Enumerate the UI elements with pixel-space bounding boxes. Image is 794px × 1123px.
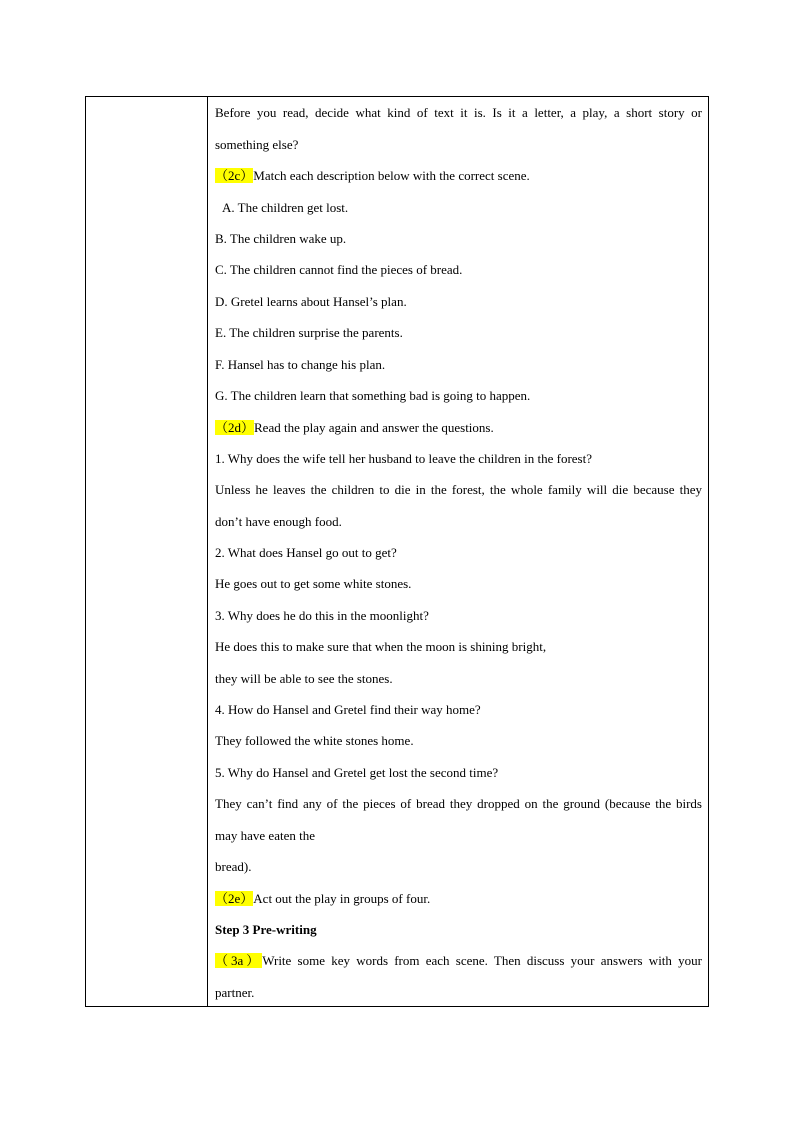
step-3-heading: Step 3 Pre-writing xyxy=(215,922,317,937)
question-1: 1. Why does the wife tell her husband to leave the children in the forest? xyxy=(215,451,592,466)
answer-5-line-1: They can’t find any of the pieces of bread they dropped on the ground (because the birds xyxy=(215,796,702,811)
task-2c-instruction: Match each description below with the correct scene. xyxy=(253,168,530,183)
task-2d-line xyxy=(215,420,494,436)
answer-1-line-2: don’t have enough food. xyxy=(215,514,342,529)
column-divider xyxy=(207,97,208,1006)
task-3a-continuation: partner. xyxy=(215,985,255,1000)
task-2e-line xyxy=(215,891,430,907)
task-3a-line xyxy=(215,953,702,969)
task-3a-instruction: Write some key words from each scene. Then discuss your answers with your xyxy=(262,953,702,968)
left-column-cell xyxy=(86,97,207,1006)
task-3a-tag: （3a） xyxy=(215,953,263,968)
task-2d-instruction: Read the play again and answer the questions. xyxy=(254,420,494,435)
intro-line-1: Before you read, decide what kind of text it is. Is it a letter, a play, a short story or xyxy=(215,105,702,120)
lesson-table xyxy=(85,96,709,1007)
answer-4: They followed the white stones home. xyxy=(215,733,414,748)
scene-item-e: E. The children surprise the parents. xyxy=(215,325,403,340)
answer-5-line-3: bread). xyxy=(215,859,252,874)
question-5: 5. Why do Hansel and Gretel get lost the second time? xyxy=(215,765,499,780)
answer-2: He goes out to get some white stones. xyxy=(215,576,412,591)
scene-item-b: B. The children wake up. xyxy=(215,231,347,246)
scene-item-a: A. The children get lost. xyxy=(222,200,349,215)
answer-1-line-1: Unless he leaves the children to die in the forest, the whole family will die because they xyxy=(215,482,702,497)
answer-3-line-2: they will be able to see the stones. xyxy=(215,671,393,686)
scene-item-c: C. The children cannot find the pieces of bread. xyxy=(215,262,463,277)
answer-5-line-2: may have eaten the xyxy=(215,828,315,843)
task-2e-tag: （2e） xyxy=(215,891,254,906)
intro-line-2: something else? xyxy=(215,137,299,152)
scene-item-g: G. The children learn that something bad is going to happen. xyxy=(215,388,531,403)
scene-item-d: D. Gretel learns about Hansel’s plan. xyxy=(215,294,407,309)
scene-item-f: F. Hansel has to change his plan. xyxy=(215,357,386,372)
answer-3-line-1: He does this to make sure that when the moon is shining bright, xyxy=(215,639,547,654)
task-2c-tag: （2c） xyxy=(215,168,254,183)
question-2: 2. What does Hansel go out to get? xyxy=(215,545,397,560)
question-4: 4. How do Hansel and Gretel find their way home? xyxy=(215,702,481,717)
task-2e-instruction: Act out the play in groups of four. xyxy=(253,891,431,906)
task-2d-tag: （2d） xyxy=(215,420,255,435)
task-2c-line xyxy=(215,168,530,184)
question-3: 3. Why does he do this in the moonlight? xyxy=(215,608,429,623)
